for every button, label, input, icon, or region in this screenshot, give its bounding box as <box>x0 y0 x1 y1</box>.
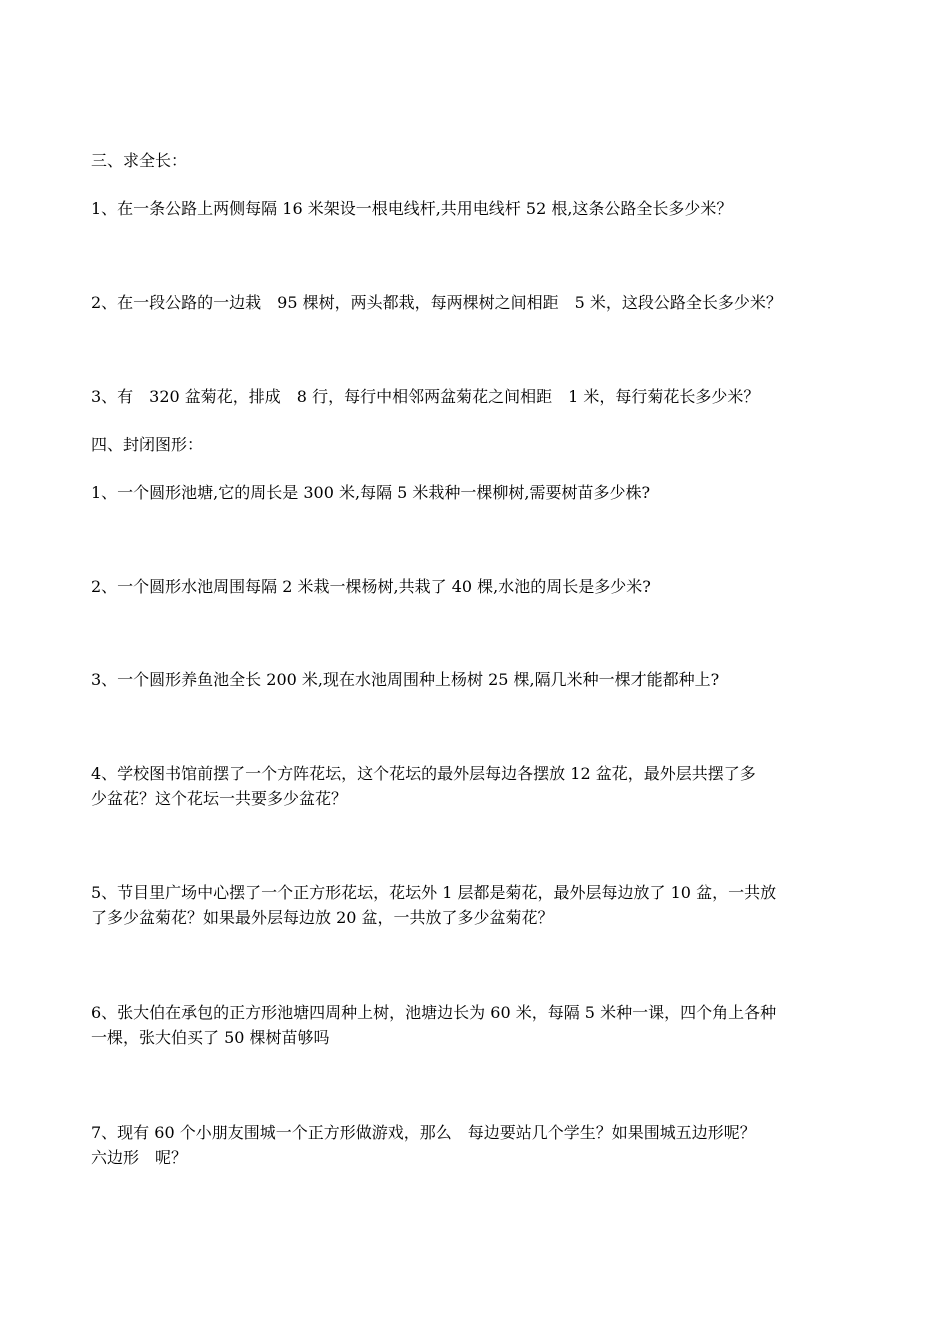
question-4-7 <box>91 1120 863 1170</box>
question-3-3: 3、有 320 盆菊花，排成 8 行，每行中相邻两盆菊花之间相距 1 米，每行菊花长多少米？ <box>91 387 760 406</box>
question-4-3: 3、一个圆形养鱼池全长 200 米,现在水池周围种上杨树 25 棵,隔几米种一棵才能都种上? <box>91 670 720 689</box>
question-4-7-line-1: 7、现有 60 个小朋友围城一个正方形做游戏，那么 每边要站几个学生？如果围城五边形呢？ <box>91 1123 756 1142</box>
section-heading-3: 三、求全长： <box>91 151 188 170</box>
question-4-1: 1、一个圆形池塘,它的周长是 300 米,每隔 5 米栽种一棵柳树,需要树苗多少株? <box>91 483 651 502</box>
question-4-4 <box>91 761 863 811</box>
question-4-7-line-2: 六边形 呢？ <box>91 1148 188 1167</box>
question-4-5-line-1: 5、节目里广场中心摆了一个正方形花坛，花坛外 1 层都是菊花，最外层每边放了 10 盆，一共放 <box>91 883 777 902</box>
question-4-6 <box>91 1000 863 1050</box>
question-4-5 <box>91 880 863 930</box>
question-3-1: 1、在一条公路上两侧每隔 16 米架设一根电线杆,共用电线杆 52 根,这条公路全长多少米？ <box>91 199 733 218</box>
question-4-5-line-2: 了多少盆菊花？如果最外层每边放 20 盆，一共放了多少盆菊花？ <box>91 908 554 927</box>
question-4-4-line-1: 4、学校图书馆前摆了一个方阵花坛，这个花坛的最外层每边各摆放 12 盆花，最外层共摆了多 <box>91 764 756 783</box>
question-4-6-line-1: 6、张大伯在承包的正方形池塘四周种上树，池塘边长为 60 米，每隔 5 米种一课，四个角上各种 <box>91 1003 777 1022</box>
question-3-2: 2、在一段公路的一边栽 95 棵树，两头都栽，每两棵树之间相距 5 米，这段公路全长多少米？ <box>91 293 782 312</box>
question-4-2: 2、一个圆形水池周围每隔 2 米栽一棵杨树,共栽了 40 棵,水池的周长是多少米? <box>91 577 651 596</box>
question-4-4-line-2: 少盆花？这个花坛一共要多少盆花？ <box>91 789 348 808</box>
question-4-6-line-2: 一棵，张大伯买了 50 棵树苗够吗 <box>91 1028 330 1047</box>
section-heading-4: 四、封闭图形： <box>91 435 204 454</box>
